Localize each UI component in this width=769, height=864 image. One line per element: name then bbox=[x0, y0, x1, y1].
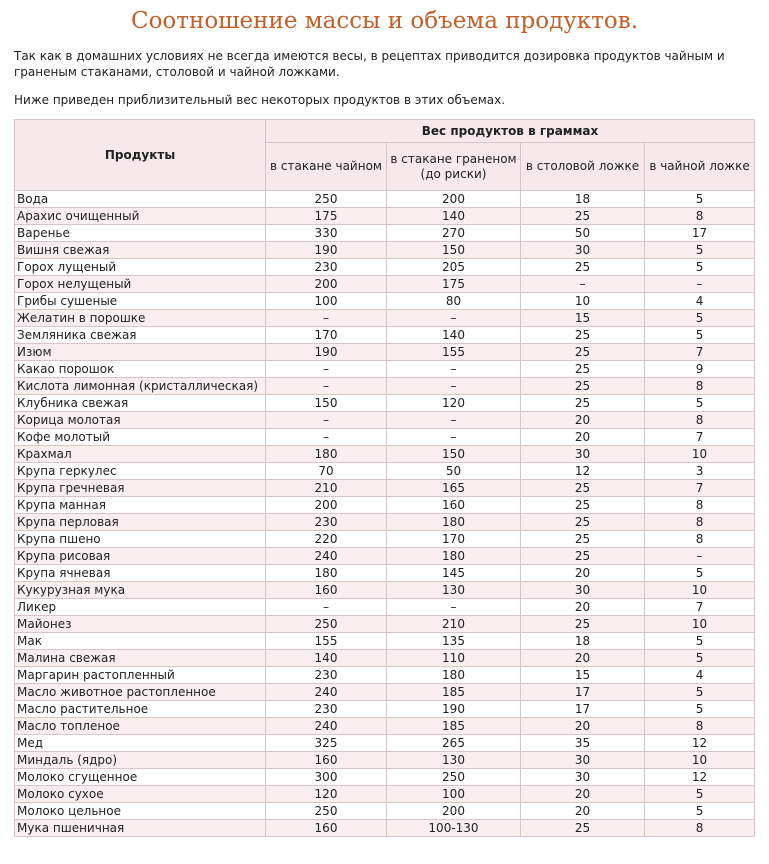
weight-cell: – bbox=[521, 276, 645, 293]
weight-cell: – bbox=[266, 378, 387, 395]
product-name-cell: Варенье bbox=[15, 225, 266, 242]
weight-cell: 270 bbox=[387, 225, 521, 242]
table-row bbox=[15, 395, 755, 412]
product-name-cell: Масло топленое bbox=[15, 718, 266, 735]
weight-cell: 175 bbox=[387, 276, 521, 293]
product-name-cell: Ликер bbox=[15, 599, 266, 616]
table-row bbox=[15, 242, 755, 259]
weight-cell: – bbox=[387, 378, 521, 395]
table-row bbox=[15, 735, 755, 752]
weight-cell: 20 bbox=[521, 718, 645, 735]
weight-cell: – bbox=[387, 599, 521, 616]
product-name-cell: Масло животное растопленное bbox=[15, 684, 266, 701]
weight-cell: 8 bbox=[645, 718, 755, 735]
weight-cell: 4 bbox=[645, 667, 755, 684]
weight-cell: 250 bbox=[266, 191, 387, 208]
weight-cell: 80 bbox=[387, 293, 521, 310]
weight-cell: 5 bbox=[645, 310, 755, 327]
weight-cell: 8 bbox=[645, 497, 755, 514]
weight-cell: 35 bbox=[521, 735, 645, 752]
weight-cell: – bbox=[387, 429, 521, 446]
intro-paragraph: Так как в домашних условиях не всегда имеются весы, в рецептах приводится дозировка продуктов чайным и граненым стаканами, столовой и чайной ложками. bbox=[14, 49, 725, 79]
weight-cell: – bbox=[266, 361, 387, 378]
product-name-cell: Масло растительное bbox=[15, 701, 266, 718]
page-title: Соотношение массы и объема продуктов. bbox=[130, 8, 639, 34]
header-teaspoon: в чайной ложке bbox=[645, 143, 755, 191]
weight-cell: 100-130 bbox=[387, 820, 521, 837]
weight-cell: 135 bbox=[387, 633, 521, 650]
weight-cell: 240 bbox=[266, 548, 387, 565]
product-name-cell: Миндаль (ядро) bbox=[15, 752, 266, 769]
weight-cell: 30 bbox=[521, 446, 645, 463]
weight-cell: 18 bbox=[521, 633, 645, 650]
weight-cell: 30 bbox=[521, 769, 645, 786]
product-name-cell: Корица молотая bbox=[15, 412, 266, 429]
weight-cell: 50 bbox=[521, 225, 645, 242]
table-row bbox=[15, 361, 755, 378]
weight-cell: 180 bbox=[266, 565, 387, 582]
weight-cell: 250 bbox=[266, 803, 387, 820]
weight-cell: – bbox=[387, 361, 521, 378]
weight-cell: 25 bbox=[521, 531, 645, 548]
table-row bbox=[15, 786, 755, 803]
weight-cell: 8 bbox=[645, 820, 755, 837]
weight-cell: 165 bbox=[387, 480, 521, 497]
product-name-cell: Малина свежая bbox=[15, 650, 266, 667]
weight-cell: 17 bbox=[521, 684, 645, 701]
weight-cell: 155 bbox=[266, 633, 387, 650]
weight-cell: 17 bbox=[645, 225, 755, 242]
weight-cell: 230 bbox=[266, 667, 387, 684]
weight-cell: 7 bbox=[645, 429, 755, 446]
product-name-cell: Мак bbox=[15, 633, 266, 650]
table-row bbox=[15, 667, 755, 684]
weight-cell: 5 bbox=[645, 701, 755, 718]
table-row bbox=[15, 803, 755, 820]
weight-cell: 25 bbox=[521, 344, 645, 361]
weight-cell: 240 bbox=[266, 684, 387, 701]
weight-cell: – bbox=[266, 412, 387, 429]
weight-cell: 15 bbox=[521, 310, 645, 327]
weight-cell: 25 bbox=[521, 395, 645, 412]
table-row bbox=[15, 225, 755, 242]
product-name-cell: Вода bbox=[15, 191, 266, 208]
product-name-cell: Земляника свежая bbox=[15, 327, 266, 344]
table-row bbox=[15, 752, 755, 769]
weight-cell: 12 bbox=[645, 769, 755, 786]
weight-cell: 300 bbox=[266, 769, 387, 786]
weight-cell: 205 bbox=[387, 259, 521, 276]
weight-cell: 8 bbox=[645, 412, 755, 429]
weight-cell: 180 bbox=[387, 667, 521, 684]
weight-cell: 180 bbox=[266, 446, 387, 463]
product-name-cell: Какао порошок bbox=[15, 361, 266, 378]
weight-cell: 265 bbox=[387, 735, 521, 752]
weight-cell: 5 bbox=[645, 633, 755, 650]
weight-cell: – bbox=[266, 310, 387, 327]
weight-cell: 25 bbox=[521, 259, 645, 276]
weight-cell: 190 bbox=[266, 344, 387, 361]
weight-cell: 25 bbox=[521, 616, 645, 633]
weight-cell: 10 bbox=[521, 293, 645, 310]
weight-cell: 325 bbox=[266, 735, 387, 752]
weight-cell: 17 bbox=[521, 701, 645, 718]
weight-cell: 240 bbox=[266, 718, 387, 735]
product-name-cell: Маргарин растопленный bbox=[15, 667, 266, 684]
weight-cell: 8 bbox=[645, 531, 755, 548]
product-name-cell: Мед bbox=[15, 735, 266, 752]
weight-cell: 10 bbox=[645, 582, 755, 599]
weight-cell: 12 bbox=[645, 735, 755, 752]
weight-cell: 200 bbox=[266, 497, 387, 514]
table-row bbox=[15, 412, 755, 429]
weight-cell: 170 bbox=[387, 531, 521, 548]
header-weight-group: Вес продуктов в граммах bbox=[266, 120, 755, 143]
product-name-cell: Крупа перловая bbox=[15, 514, 266, 531]
weight-cell: 230 bbox=[266, 259, 387, 276]
weight-cell: – bbox=[266, 599, 387, 616]
table-row bbox=[15, 820, 755, 837]
product-name-cell: Крахмал bbox=[15, 446, 266, 463]
table-body bbox=[15, 191, 755, 837]
weight-cell: 8 bbox=[645, 208, 755, 225]
product-name-cell: Клубника свежая bbox=[15, 395, 266, 412]
weight-cell: 250 bbox=[266, 616, 387, 633]
weight-cell: 25 bbox=[521, 548, 645, 565]
weight-cell: 15 bbox=[521, 667, 645, 684]
table-row bbox=[15, 344, 755, 361]
table-row bbox=[15, 599, 755, 616]
weight-cell: 20 bbox=[521, 429, 645, 446]
weight-cell: 5 bbox=[645, 565, 755, 582]
weight-cell: 25 bbox=[521, 480, 645, 497]
weight-cell: 5 bbox=[645, 786, 755, 803]
product-name-cell: Молоко сгущенное bbox=[15, 769, 266, 786]
table-row bbox=[15, 514, 755, 531]
table-row bbox=[15, 684, 755, 701]
weight-cell: 25 bbox=[521, 208, 645, 225]
weight-cell: 20 bbox=[521, 412, 645, 429]
weight-cell: 230 bbox=[266, 514, 387, 531]
weight-cell: 170 bbox=[266, 327, 387, 344]
weight-cell: – bbox=[645, 548, 755, 565]
weight-cell: 150 bbox=[266, 395, 387, 412]
weight-cell: 150 bbox=[387, 446, 521, 463]
weight-cell: 150 bbox=[387, 242, 521, 259]
weight-cell: 5 bbox=[645, 259, 755, 276]
weight-cell: 30 bbox=[521, 752, 645, 769]
weight-cell: 4 bbox=[645, 293, 755, 310]
product-name-cell: Кислота лимонная (кристаллическая) bbox=[15, 378, 266, 395]
product-name-cell: Крупа гречневая bbox=[15, 480, 266, 497]
weight-cell: 10 bbox=[645, 616, 755, 633]
weight-cell: 110 bbox=[387, 650, 521, 667]
table-row bbox=[15, 463, 755, 480]
weight-cell: 190 bbox=[266, 242, 387, 259]
weight-cell: 185 bbox=[387, 718, 521, 735]
weight-cell: 9 bbox=[645, 361, 755, 378]
weight-cell: 100 bbox=[266, 293, 387, 310]
header-tea-glass: в стакане чайном bbox=[266, 143, 387, 191]
weight-cell: 200 bbox=[387, 191, 521, 208]
product-name-cell: Вишня свежая bbox=[15, 242, 266, 259]
table-row bbox=[15, 259, 755, 276]
weight-cell: 3 bbox=[645, 463, 755, 480]
weight-cell: 7 bbox=[645, 599, 755, 616]
product-name-cell: Кофе молотый bbox=[15, 429, 266, 446]
table-row bbox=[15, 497, 755, 514]
weight-cell: 120 bbox=[387, 395, 521, 412]
weight-cell: 210 bbox=[387, 616, 521, 633]
weight-cell: 5 bbox=[645, 191, 755, 208]
weight-cell: 5 bbox=[645, 242, 755, 259]
product-name-cell: Молоко сухое bbox=[15, 786, 266, 803]
product-name-cell: Арахис очищенный bbox=[15, 208, 266, 225]
table-row bbox=[15, 701, 755, 718]
table-row bbox=[15, 327, 755, 344]
table-row bbox=[15, 769, 755, 786]
intro-note: Ниже приведен приблизительный вес некоторых продуктов в этих объемах. bbox=[14, 93, 506, 107]
product-name-cell: Горох нелущеный bbox=[15, 276, 266, 293]
table-row bbox=[15, 480, 755, 497]
table-row bbox=[15, 633, 755, 650]
weight-cell: 20 bbox=[521, 786, 645, 803]
table-row bbox=[15, 548, 755, 565]
table-row bbox=[15, 718, 755, 735]
product-name-cell: Изюм bbox=[15, 344, 266, 361]
weight-cell: 20 bbox=[521, 650, 645, 667]
table-row bbox=[15, 208, 755, 225]
weight-cell: 25 bbox=[521, 327, 645, 344]
weight-cell: 100 bbox=[387, 786, 521, 803]
product-name-cell: Горох лущеный bbox=[15, 259, 266, 276]
weight-cell: 18 bbox=[521, 191, 645, 208]
weight-cell: 70 bbox=[266, 463, 387, 480]
weight-cell: 140 bbox=[387, 208, 521, 225]
product-name-cell: Крупа манная bbox=[15, 497, 266, 514]
weight-cell: 25 bbox=[521, 497, 645, 514]
weight-cell: 140 bbox=[387, 327, 521, 344]
product-name-cell: Кукурузная мука bbox=[15, 582, 266, 599]
weight-cell: 7 bbox=[645, 344, 755, 361]
weight-cell: 8 bbox=[645, 514, 755, 531]
weight-cell: 25 bbox=[521, 514, 645, 531]
weight-cell: 8 bbox=[645, 378, 755, 395]
weight-cell: 160 bbox=[266, 582, 387, 599]
weight-cell: 185 bbox=[387, 684, 521, 701]
weight-cell: 160 bbox=[266, 752, 387, 769]
weight-cell: 190 bbox=[387, 701, 521, 718]
weight-cell: 160 bbox=[266, 820, 387, 837]
product-name-cell: Крупа рисовая bbox=[15, 548, 266, 565]
weight-cell: 25 bbox=[521, 820, 645, 837]
products-weight-table bbox=[14, 119, 755, 837]
table-row bbox=[15, 429, 755, 446]
weight-cell: 30 bbox=[521, 582, 645, 599]
table-row bbox=[15, 293, 755, 310]
weight-cell: – bbox=[266, 429, 387, 446]
header-faceted-glass: в стакане граненом (до риски) bbox=[387, 143, 521, 191]
weight-cell: 200 bbox=[266, 276, 387, 293]
weight-cell: 210 bbox=[266, 480, 387, 497]
weight-cell: 5 bbox=[645, 327, 755, 344]
table-row bbox=[15, 616, 755, 633]
table-row bbox=[15, 276, 755, 293]
weight-cell: 145 bbox=[387, 565, 521, 582]
weight-cell: 5 bbox=[645, 684, 755, 701]
table-row bbox=[15, 191, 755, 208]
weight-cell: 30 bbox=[521, 242, 645, 259]
weight-cell: 180 bbox=[387, 514, 521, 531]
weight-cell: 10 bbox=[645, 752, 755, 769]
weight-cell: 12 bbox=[521, 463, 645, 480]
weight-cell: 20 bbox=[521, 565, 645, 582]
header-tablespoon: в столовой ложке bbox=[521, 143, 645, 191]
weight-cell: 25 bbox=[521, 378, 645, 395]
weight-cell: 200 bbox=[387, 803, 521, 820]
weight-cell: – bbox=[645, 276, 755, 293]
product-name-cell: Молоко цельное bbox=[15, 803, 266, 820]
weight-cell: 7 bbox=[645, 480, 755, 497]
weight-cell: 5 bbox=[645, 650, 755, 667]
weight-cell: 250 bbox=[387, 769, 521, 786]
weight-cell: 5 bbox=[645, 803, 755, 820]
table-row bbox=[15, 582, 755, 599]
table-row bbox=[15, 310, 755, 327]
weight-cell: 20 bbox=[521, 803, 645, 820]
weight-cell: 5 bbox=[645, 395, 755, 412]
table-row bbox=[15, 446, 755, 463]
weight-cell: 155 bbox=[387, 344, 521, 361]
product-name-cell: Желатин в порошке bbox=[15, 310, 266, 327]
weight-cell: 50 bbox=[387, 463, 521, 480]
weight-cell: 140 bbox=[266, 650, 387, 667]
product-name-cell: Грибы сушеные bbox=[15, 293, 266, 310]
weight-cell: 175 bbox=[266, 208, 387, 225]
weight-cell: – bbox=[387, 310, 521, 327]
header-products: Продукты bbox=[15, 120, 266, 191]
table-row bbox=[15, 531, 755, 548]
weight-cell: 120 bbox=[266, 786, 387, 803]
weight-cell: 160 bbox=[387, 497, 521, 514]
weight-cell: 25 bbox=[521, 361, 645, 378]
weight-cell: 10 bbox=[645, 446, 755, 463]
weight-cell: 180 bbox=[387, 548, 521, 565]
weight-cell: 330 bbox=[266, 225, 387, 242]
product-name-cell: Крупа пшено bbox=[15, 531, 266, 548]
weight-cell: 230 bbox=[266, 701, 387, 718]
product-name-cell: Крупа ячневая bbox=[15, 565, 266, 582]
product-name-cell: Майонез bbox=[15, 616, 266, 633]
table-row bbox=[15, 650, 755, 667]
weight-cell: 130 bbox=[387, 582, 521, 599]
weight-cell: 220 bbox=[266, 531, 387, 548]
weight-cell: 20 bbox=[521, 599, 645, 616]
table-row bbox=[15, 378, 755, 395]
weight-cell: – bbox=[387, 412, 521, 429]
product-name-cell: Мука пшеничная bbox=[15, 820, 266, 837]
product-name-cell: Крупа геркулес bbox=[15, 463, 266, 480]
weight-cell: 130 bbox=[387, 752, 521, 769]
table-row bbox=[15, 565, 755, 582]
